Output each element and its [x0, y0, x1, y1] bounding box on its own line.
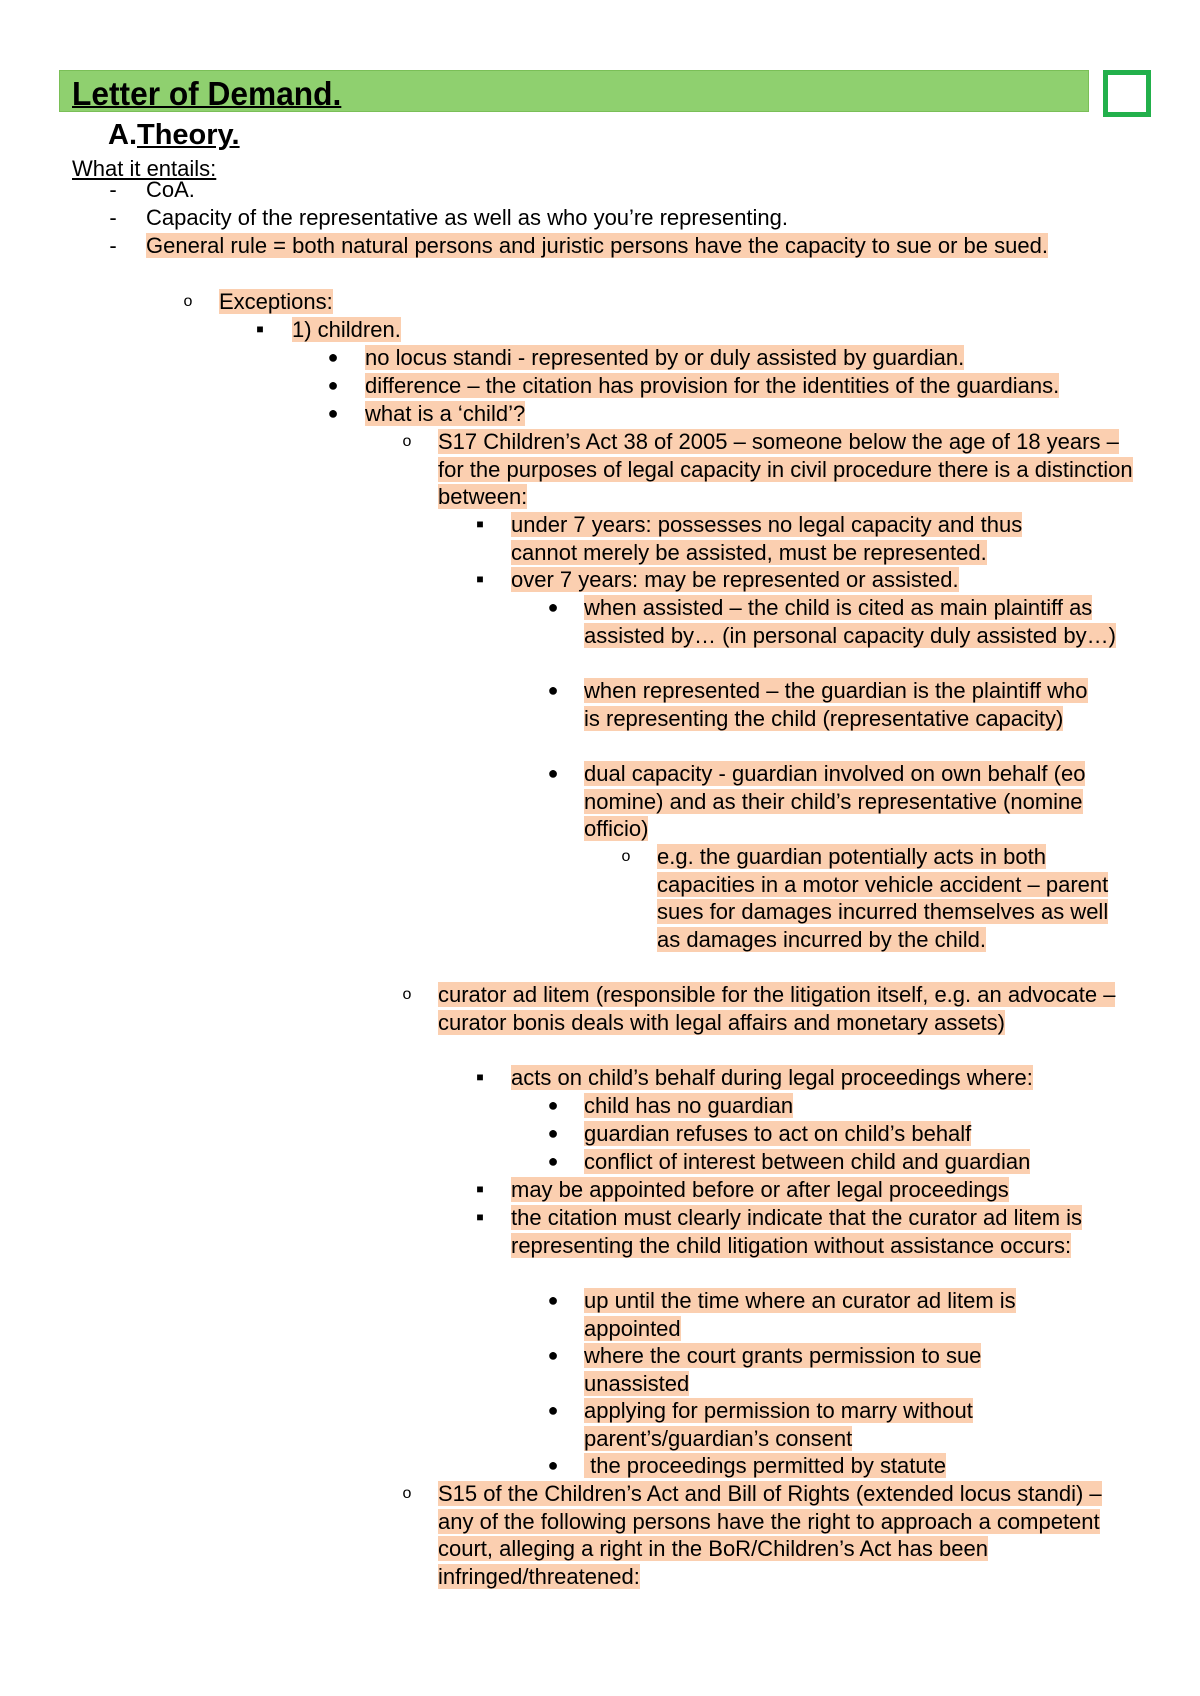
section-letter: A.	[108, 119, 137, 151]
checkbox[interactable]	[1103, 70, 1151, 117]
list-item: applying for permission to marry without parent’s/guardian’s consent	[584, 1398, 973, 1451]
bullet-marker: -	[109, 205, 117, 230]
list-item: S17 Children’s Act 38 of 2005 – someone below the age of 18 years – for the purposes of legal capacity in civil procedure there is a distinction between:	[438, 429, 1133, 510]
bullet-marker: ●	[327, 347, 339, 367]
bullet-marker: ■	[476, 517, 484, 531]
list-item: Capacity of the representative as well as who you’re representing.	[146, 205, 789, 230]
list-item: e.g. the guardian potentially acts in both capacities in a motor vehicle accident – parent sues for damages incurred themselves as well as damages incurred by the child.	[657, 844, 1109, 952]
list-item: CoA.	[146, 177, 195, 202]
list-item: where the court grants permission to sue unassisted	[584, 1343, 982, 1396]
bullet-marker: o	[183, 293, 193, 310]
list-item: up until the time where an curator ad litem is appointed	[584, 1288, 1016, 1341]
list-item: no locus standi - represented by or duly assisted by guardian.	[365, 345, 965, 370]
entails-label: What it entails:	[72, 156, 217, 181]
list-item: when assisted – the child is cited as main plaintiff as assisted by… (in personal capacity duly assisted by…)	[584, 595, 1116, 648]
bullet-marker: ●	[547, 1290, 559, 1310]
bullet-marker: o	[402, 433, 412, 450]
bullet-marker: o	[402, 1485, 412, 1502]
bullet-marker: ■	[476, 1070, 484, 1084]
list-item: 1) children.	[292, 317, 401, 342]
list-item: guardian refuses to act on child’s behalf	[584, 1121, 972, 1146]
list-item: difference – the citation has provision for the identities of the guardians.	[365, 373, 1060, 398]
bullet-marker: -	[109, 177, 117, 202]
bullet-marker: ●	[547, 763, 559, 783]
bullet-marker: ●	[547, 597, 559, 617]
list-item: child has no guardian	[584, 1093, 794, 1118]
bullet-marker: ●	[547, 1123, 559, 1143]
bullet-marker: ■	[476, 572, 484, 586]
bullet-marker: ■	[256, 322, 264, 336]
list-item: S15 of the Children’s Act and Bill of Rights (extended locus standi) – any of the following persons have the right to approach a competent court, alleging a right in the BoR/Children’s Act has been infringed/threatened:	[438, 1481, 1102, 1589]
list-item: when represented – the guardian is the plaintiff who is representing the child (representative capacity)	[584, 678, 1088, 731]
bullet-marker: ●	[547, 1151, 559, 1171]
bullet-marker: ●	[327, 403, 339, 423]
list-item: what is a ‘child’?	[365, 401, 526, 426]
bullet-marker: o	[621, 848, 631, 865]
bullet-marker: ●	[327, 375, 339, 395]
bullet-marker: -	[109, 233, 117, 258]
bullet-marker: ■	[476, 1210, 484, 1224]
list-item: over 7 years: may be represented or assisted.	[511, 567, 959, 592]
list-item: acts on child’s behalf during legal proceedings where:	[511, 1065, 1033, 1090]
bullet-marker: ●	[547, 1345, 559, 1365]
list-item: the citation must clearly indicate that the curator ad litem is representing the child litigation without assistance occurs:	[511, 1205, 1083, 1258]
bullet-marker: ●	[547, 1400, 559, 1420]
list-item: under 7 years: possesses no legal capacity and thus cannot merely be assisted, must be represented.	[511, 512, 1023, 565]
list-item: General rule = both natural persons and juristic persons have the capacity to sue or be sued.	[146, 233, 1048, 258]
bullet-marker: o	[402, 986, 412, 1003]
bullet-marker: ●	[547, 680, 559, 700]
bullet-marker: ●	[547, 1455, 559, 1475]
section-heading	[108, 118, 240, 152]
list-item: may be appointed before or after legal proceedings	[511, 1177, 1009, 1202]
list-item: the proceedings permitted by statute	[584, 1453, 946, 1478]
bullet-marker: ■	[476, 1182, 484, 1196]
section-name: Theory.	[137, 119, 240, 151]
list-item: conflict of interest between child and guardian	[584, 1149, 1031, 1174]
document-title: Letter of Demand.	[72, 75, 342, 112]
bullet-marker: ●	[547, 1095, 559, 1115]
list-item: dual capacity - guardian involved on own behalf (eo nomine) and as their child’s representative (nomine officio)	[584, 761, 1086, 842]
list-item: Exceptions:	[219, 289, 333, 314]
list-item: curator ad litem (responsible for the litigation itself, e.g. an advocate – curator bonis deals with legal affairs and monetary assets)	[438, 982, 1116, 1035]
